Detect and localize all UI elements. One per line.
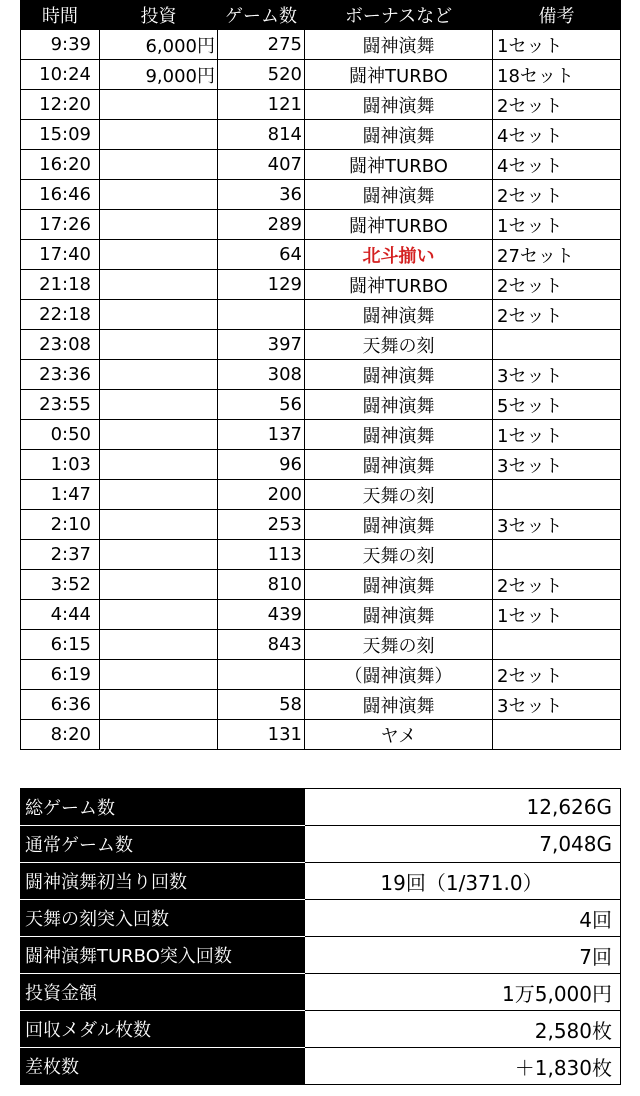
cell-notes [493,330,621,360]
summary-label: 回収メダル枚数 [21,1011,305,1048]
table-row [21,540,621,570]
cell-time: 4:44 [21,600,100,630]
cell-investment [100,390,218,420]
cell-notes: 2セット [493,570,621,600]
cell-bonus: 闘神TURBO [305,270,493,300]
cell-notes: 5セット [493,390,621,420]
cell-time: 6:19 [21,660,100,690]
table-row [21,630,621,660]
table-row [21,330,621,360]
table-row [21,420,621,450]
cell-time: 17:40 [21,240,100,270]
cell-time: 15:09 [21,120,100,150]
cell-notes: 2セット [493,270,621,300]
cell-investment [100,720,218,750]
play-log-body [21,30,621,750]
cell-bonus: 闘神演舞 [305,180,493,210]
table-row [21,60,621,90]
cell-time: 6:15 [21,630,100,660]
cell-games: 814 [218,120,305,150]
cell-notes: 3セット [493,450,621,480]
cell-time: 8:20 [21,720,100,750]
cell-investment [100,120,218,150]
summary-row [21,826,621,863]
summary-label: 投資金額 [21,974,305,1011]
cell-investment [100,360,218,390]
table-row [21,30,621,60]
table-row [21,90,621,120]
cell-bonus: 闘神演舞 [305,300,493,330]
cell-investment [100,600,218,630]
cell-time: 3:52 [21,570,100,600]
cell-games: 64 [218,240,305,270]
cell-investment [100,630,218,660]
cell-investment [100,90,218,120]
cell-notes: 1セット [493,600,621,630]
cell-games: 36 [218,180,305,210]
cell-games: 308 [218,360,305,390]
summary-label: 総ゲーム数 [21,789,305,826]
cell-notes: 1セット [493,30,621,60]
cell-games: 121 [218,90,305,120]
summary-value: ＋1,830枚 [305,1048,621,1085]
table-row [21,690,621,720]
cell-time: 9:39 [21,30,100,60]
cell-notes: 27セット [493,240,621,270]
cell-bonus: 闘神TURBO [305,210,493,240]
cell-games: 129 [218,270,305,300]
cell-games: 113 [218,540,305,570]
play-log-table [20,0,621,750]
cell-investment [100,330,218,360]
cell-bonus: 闘神演舞 [305,390,493,420]
cell-bonus: 闘神演舞 [305,30,493,60]
summary-row [21,863,621,900]
cell-investment [100,450,218,480]
cell-notes: 1セット [493,420,621,450]
cell-investment [100,480,218,510]
cell-games: 439 [218,600,305,630]
summary-value: 7回 [305,937,621,974]
cell-bonus: 天舞の刻 [305,630,493,660]
cell-bonus: 闘神TURBO [305,60,493,90]
summary-value: 12,626G [305,789,621,826]
cell-bonus: 天舞の刻 [305,330,493,360]
summary-label: 天舞の刻突入回数 [21,900,305,937]
summary-label: 通常ゲーム数 [21,826,305,863]
table-row [21,270,621,300]
cell-games: 810 [218,570,305,600]
cell-bonus: 北斗揃い [305,240,493,270]
cell-bonus: 闘神演舞 [305,450,493,480]
cell-games: 253 [218,510,305,540]
cell-investment [100,300,218,330]
header-time: 時間 [21,1,100,30]
summary-body [21,789,621,1085]
cell-time: 10:24 [21,60,100,90]
cell-time: 23:55 [21,390,100,420]
cell-investment [100,510,218,540]
table-row [21,600,621,630]
summary-label: 闘神演舞初当り回数 [21,863,305,900]
cell-bonus: 闘神TURBO [305,150,493,180]
cell-investment [100,540,218,570]
cell-bonus: （闘神演舞） [305,660,493,690]
summary-row [21,937,621,974]
cell-notes: 2セット [493,300,621,330]
play-log-header-row [21,1,621,30]
cell-games: 200 [218,480,305,510]
cell-bonus: 闘神演舞 [305,690,493,720]
cell-notes: 3セット [493,690,621,720]
cell-time: 6:36 [21,690,100,720]
cell-notes [493,540,621,570]
cell-bonus: 天舞の刻 [305,540,493,570]
cell-games: 520 [218,60,305,90]
summary-row [21,1011,621,1048]
cell-notes: 3セット [493,360,621,390]
cell-time: 23:08 [21,330,100,360]
cell-bonus: 闘神演舞 [305,360,493,390]
table-row [21,480,621,510]
table-row [21,240,621,270]
summary-value: 1万5,000円 [305,974,621,1011]
summary-value: 2,580枚 [305,1011,621,1048]
table-row [21,390,621,420]
cell-bonus: 闘神演舞 [305,420,493,450]
summary-value: 4回 [305,900,621,937]
cell-time: 21:18 [21,270,100,300]
cell-notes [493,720,621,750]
cell-investment [100,690,218,720]
cell-games: 289 [218,210,305,240]
cell-notes [493,630,621,660]
cell-investment: 9,000円 [100,60,218,90]
summary-row [21,974,621,1011]
cell-games: 397 [218,330,305,360]
table-row [21,180,621,210]
cell-time: 17:26 [21,210,100,240]
cell-investment [100,270,218,300]
table-row [21,300,621,330]
cell-time: 0:50 [21,420,100,450]
cell-notes: 1セット [493,210,621,240]
cell-notes: 2セット [493,90,621,120]
header-investment: 投資 [100,1,218,30]
cell-games: 275 [218,30,305,60]
header-games: ゲーム数 [218,1,305,30]
table-row [21,360,621,390]
cell-time: 2:10 [21,510,100,540]
cell-time: 1:03 [21,450,100,480]
summary-row [21,1048,621,1085]
cell-notes [493,480,621,510]
summary-table [20,788,621,1085]
table-row [21,570,621,600]
cell-time: 16:46 [21,180,100,210]
cell-investment [100,660,218,690]
cell-notes: 2セット [493,180,621,210]
cell-games: 58 [218,690,305,720]
summary-label: 闘神演舞TURBO突入回数 [21,937,305,974]
header-bonus: ボーナスなど [305,1,493,30]
table-row [21,120,621,150]
summary-value: 19回（1/371.0） [305,863,621,900]
cell-games [218,300,305,330]
cell-bonus: 闘神演舞 [305,120,493,150]
cell-investment [100,570,218,600]
table-row [21,660,621,690]
table-row [21,210,621,240]
cell-bonus: 天舞の刻 [305,480,493,510]
cell-time: 23:36 [21,360,100,390]
cell-games: 407 [218,150,305,180]
cell-bonus: 闘神演舞 [305,570,493,600]
table-row [21,150,621,180]
header-notes: 備考 [493,1,621,30]
cell-games: 96 [218,450,305,480]
cell-bonus: 闘神演舞 [305,600,493,630]
cell-investment [100,420,218,450]
cell-notes: 4セット [493,150,621,180]
table-row [21,450,621,480]
cell-notes: 18セット [493,60,621,90]
cell-bonus: 闘神演舞 [305,510,493,540]
cell-notes: 4セット [493,120,621,150]
table-row [21,510,621,540]
cell-games: 843 [218,630,305,660]
table-row [21,720,621,750]
cell-investment [100,210,218,240]
cell-notes: 3セット [493,510,621,540]
cell-time: 1:47 [21,480,100,510]
cell-time: 22:18 [21,300,100,330]
cell-investment: 6,000円 [100,30,218,60]
cell-games [218,660,305,690]
cell-games: 131 [218,720,305,750]
cell-time: 2:37 [21,540,100,570]
cell-time: 12:20 [21,90,100,120]
cell-bonus: 闘神演舞 [305,90,493,120]
summary-row [21,789,621,826]
cell-notes: 2セット [493,660,621,690]
cell-bonus: ヤメ [305,720,493,750]
summary-label: 差枚数 [21,1048,305,1085]
summary-row [21,900,621,937]
summary-value: 7,048G [305,826,621,863]
cell-investment [100,240,218,270]
cell-games: 56 [218,390,305,420]
cell-investment [100,150,218,180]
cell-investment [100,180,218,210]
cell-time: 16:20 [21,150,100,180]
cell-games: 137 [218,420,305,450]
